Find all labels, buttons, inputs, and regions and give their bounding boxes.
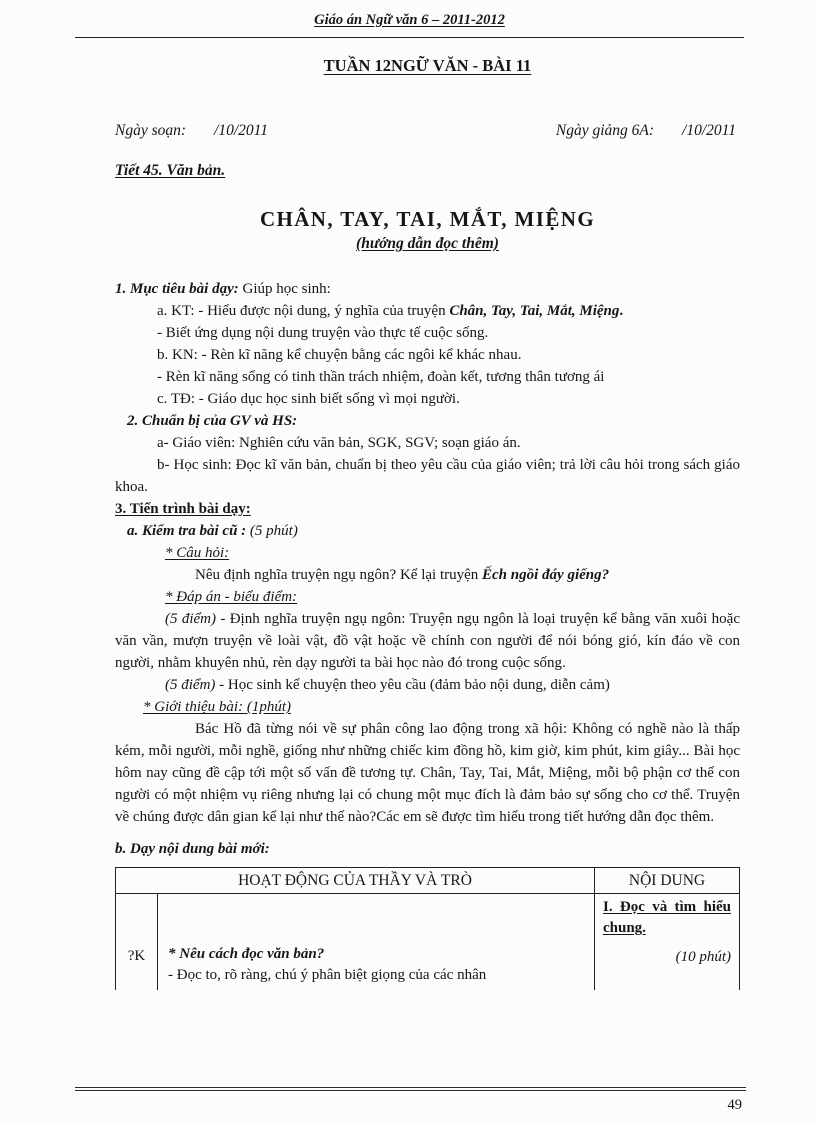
paragraph (115, 322, 740, 344)
paragraph (115, 388, 740, 410)
date-prepared-value: /10/2011 (214, 122, 269, 139)
paragraph (115, 564, 740, 586)
document-subtitle-text: (hướng dẫn đọc thêm) (356, 235, 499, 252)
unit-title-text: TUẦN 12NGỮ VĂN - BÀI 11 (323, 56, 532, 75)
date-taught-label: Ngày giảng 6A: (555, 122, 655, 139)
text-run: * Giới thiệu bài: (1phút) (143, 699, 291, 715)
text-run: Ếch ngồi đáy giếng? (482, 567, 610, 583)
question-level-marker: ?K (127, 948, 146, 964)
paragraph (115, 344, 740, 366)
text-run: (5 điểm) (165, 611, 217, 627)
lesson-table (115, 867, 740, 990)
paragraph (115, 696, 740, 718)
date-prepared-label: Ngày soạn: (115, 122, 187, 139)
text-run: - Biết ứng dụng nội dung truyện vào thực tế cuộc sống. (157, 325, 489, 341)
text-run: b- Học sinh: Đọc kĩ văn bản, chuẩn bị theo yêu cầu của giáo viên; trả lời câu hỏi trong sách giáo khoa. (115, 457, 740, 495)
text-run: Nêu định nghĩa truyện ngụ ngôn? Kể lại truyện (195, 567, 483, 583)
activity-question (168, 944, 586, 965)
unit-title (115, 56, 740, 76)
text-run: - Định nghĩa truyện ngụ ngôn: Truyện ngụ ngôn là loại truyện kể bằng văn xuôi hoặc văn vần, mượn truyện về loài vật, đồ vật hoặc về chính con người để nói bóng gió, kín đáo về con người, nhằm khuyên nhủ, rèn dạy người ta bài học nào đó trong cuộc sống. (115, 611, 741, 671)
date-taught (556, 122, 736, 140)
text-run: (5 phút) (246, 523, 298, 539)
text-run: Chân, Tay, Tai, Mắt, Miệng (449, 303, 620, 319)
text-run: - Đọc to, rõ ràng, chú ý phân biệt giọng của các nhân (168, 967, 487, 983)
text-run: a. Kiểm tra bài cũ : (127, 523, 247, 539)
body-text (115, 278, 740, 860)
question-level-cell (116, 894, 158, 991)
table-row (116, 894, 740, 991)
activity-note (168, 965, 586, 986)
activity-cell (158, 894, 595, 991)
footer-rule (75, 1087, 746, 1091)
text-run: Bác Hồ đã từng nói về sự phân công lao động trong xã hội: Không có nghề nào là thấp kém, mỗi người, mỗi nghề, giống như những chiếc kim đồng hồ, kim giờ, kim phút, kim giây... Bài học hôm nay cũng đề cập tới một số vấn đề tương tự. Chân, Tay, Tai, Mắt, Miệng, mỗi bộ phận cơ thể con người có một nhiệm vụ riêng nhưng lại có chung một mục đích là đảm bảo sự sống cho cơ thể. Truyện về chúng được dân gian kể lại như thế nào?Các em sẽ được tìm hiểu trong tiết hướng dẫn đọc thêm. (115, 721, 740, 825)
paragraph (115, 454, 740, 498)
text-run: I. Đọc và tìm hiểu chung. (603, 899, 731, 936)
text-run: (5 điểm) (165, 677, 216, 693)
running-header (75, 12, 744, 29)
text-run: c. TĐ: - Giáo dục học sinh biết sống vì mọi người. (157, 391, 460, 407)
text-run: b. Dạy nội dung bài mới: (115, 841, 270, 857)
content-heading (603, 897, 731, 939)
date-taught-value: /10/2011 (682, 122, 736, 139)
dates-row (115, 122, 740, 140)
section-b-heading (115, 838, 740, 860)
document-subtitle (115, 235, 740, 253)
paragraph (115, 586, 740, 608)
paragraph (115, 674, 740, 696)
content-time: (10 phút) (675, 949, 731, 965)
text-run: * Đáp án - biểu điểm: (165, 589, 298, 605)
paragraph (115, 278, 740, 300)
document-title: CHÂN, TAY, TAI, MẮT, MIỆNG (259, 207, 596, 231)
text-run: * Câu hỏi: (165, 545, 230, 561)
page-number: 49 (727, 1097, 742, 1113)
running-header-text: Giáo án Ngữ văn 6 – 2011-2012 (314, 12, 505, 28)
text-run: 3. Tiến trình bài dạy: (115, 501, 251, 517)
lesson-label-text: Tiết 45. Văn bản. (115, 162, 226, 179)
text-run: b. KN: - Rèn kĩ năng kể chuyện bằng các ngôi kể khác nhau. (157, 347, 522, 363)
lesson-label (115, 162, 740, 180)
text-run: . (619, 303, 624, 319)
table-header-activity: HOẠT ĐỘNG CỦA THẦY VÀ TRÒ (116, 868, 595, 894)
text-run: Giúp học sinh: (238, 281, 331, 297)
text-run: * Nêu cách đọc văn bản? (168, 946, 325, 962)
paragraph (115, 498, 740, 520)
text-run: 1. Mục tiêu bài dạy: (115, 281, 239, 297)
text-run: 2. Chuẩn bị của GV và HS: (127, 413, 298, 429)
paragraph (115, 608, 740, 674)
content-cell (595, 894, 740, 991)
table-header-content: NỘI DUNG (595, 868, 740, 894)
text-run: a. KT: - Hiểu được nội dung, ý nghĩa của truyện (157, 303, 450, 319)
text-run: - Học sinh kể chuyện theo yêu cầu (đảm bảo nội dung, diễn cảm) (215, 677, 610, 693)
paragraph (115, 718, 740, 828)
paragraph (115, 432, 740, 454)
paragraph (115, 542, 740, 564)
text-run: a- Giáo viên: Nghiên cứu văn bản, SGK, SGV; soạn giáo án. (157, 435, 521, 451)
text-run: - Rèn kĩ năng sống có tinh thần trách nhiệm, đoàn kết, tương thân tương ái (157, 369, 605, 385)
table-header-row (116, 868, 740, 894)
header-rule (75, 37, 744, 38)
paragraph (115, 410, 740, 432)
paragraph (115, 300, 740, 322)
paragraph (115, 520, 740, 542)
paragraph (115, 366, 740, 388)
